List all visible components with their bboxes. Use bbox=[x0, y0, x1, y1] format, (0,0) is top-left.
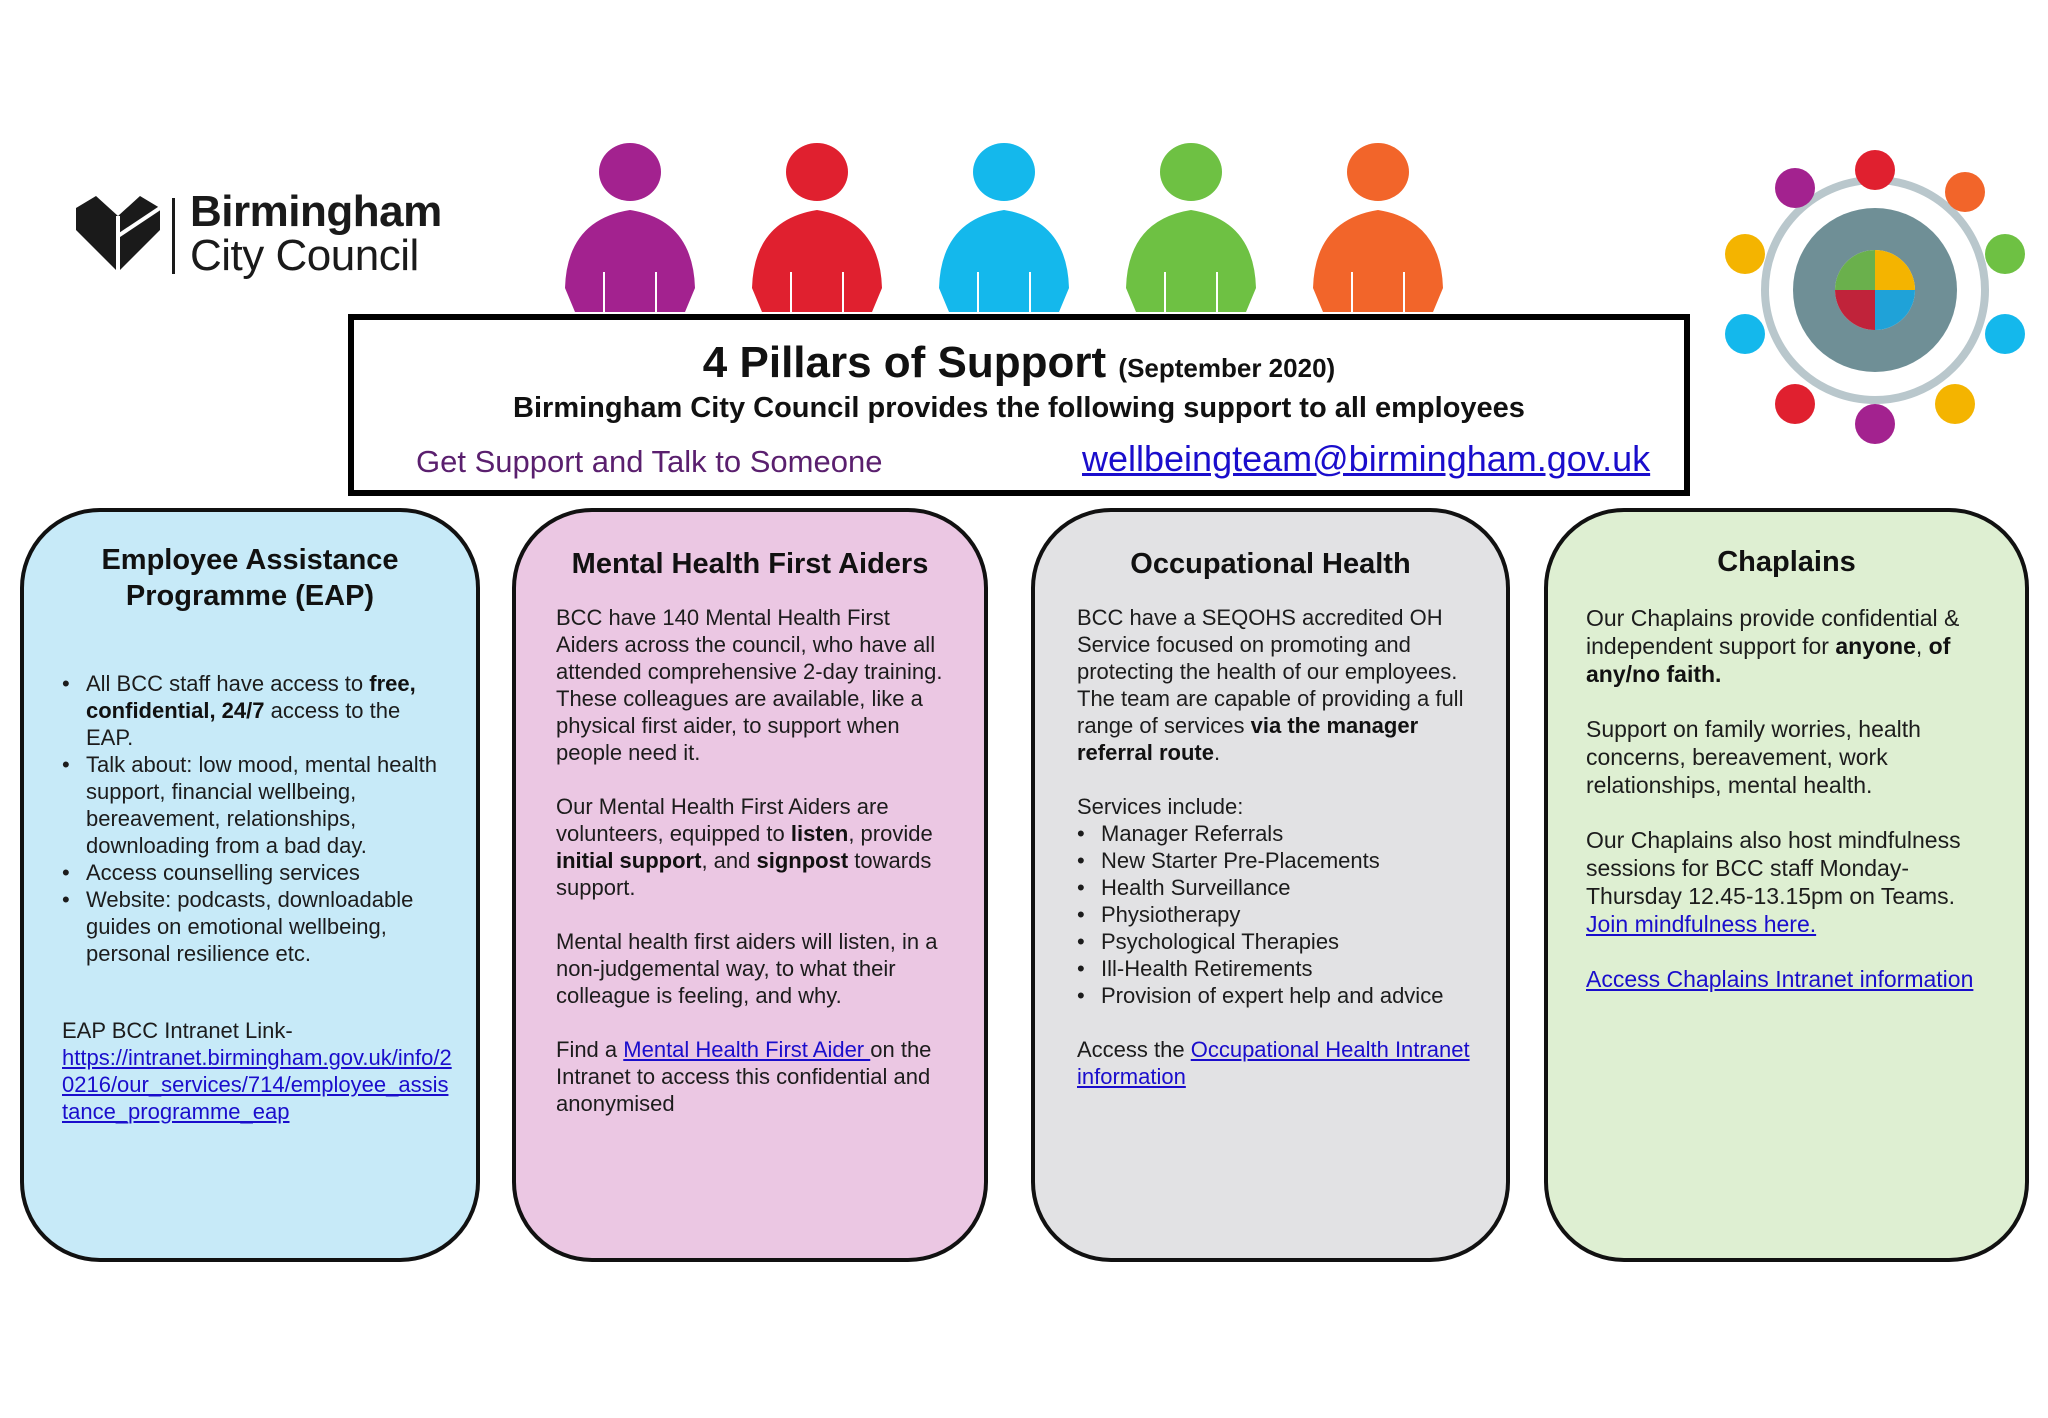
list-item: • Physiotherapy bbox=[1077, 901, 1477, 928]
eap-title-line-1: Employee Assistance bbox=[101, 544, 399, 576]
list-item: • Psychological Therapies bbox=[1077, 928, 1477, 955]
mhfa-paragraph-2: Our Mental Health First Aiders are volunteers, equipped to listen, provide initial support, and signpost towards support. bbox=[556, 794, 933, 900]
join-mindfulness-link[interactable]: Join mindfulness here. bbox=[1586, 911, 1817, 937]
page-title: 4 Pillars of Support bbox=[702, 338, 1107, 387]
oh-paragraph-1: BCC have a SEQOHS accredited OH Service focused on promoting and protecting the health of our employees. The team are capable of providing a full range of services via the manager referral route. bbox=[1077, 605, 1464, 765]
eap-link-label: EAP BCC Intranet Link- bbox=[62, 1018, 293, 1043]
person-icon-purple bbox=[565, 143, 695, 312]
eap-title-line-2: Programme (EAP) bbox=[125, 580, 375, 612]
logo-line-2: City Council bbox=[190, 231, 419, 280]
pillar-chaplains bbox=[1544, 508, 2029, 1262]
oh-access-text: Access the Occupational Health Intranet information bbox=[1077, 1037, 1470, 1089]
heart-logo-icon bbox=[72, 196, 164, 276]
eap-body bbox=[62, 670, 452, 967]
list-item: • Provision of expert help and advice bbox=[1077, 982, 1477, 1009]
person-icon-red bbox=[752, 143, 882, 312]
list-item: • Health Surveillance bbox=[1077, 874, 1477, 901]
chaplains-title: Chaplains bbox=[1717, 546, 1856, 578]
chaplains-paragraph-2: Support on family worries, health concerns, bereavement, work relationships, mental health. bbox=[1586, 716, 1921, 798]
page-subtitle: Birmingham City Council provides the following support to all employees bbox=[513, 392, 1525, 424]
wellbeing-gear-wheel bbox=[1715, 142, 2035, 462]
chaplains-paragraph-1: Our Chaplains provide confidential & independent support for anyone, of any/no faith. bbox=[1586, 605, 1960, 687]
eap-intranet-link[interactable]: https://intranet.birmingham.gov.uk/info/20216/our_services/714/employee_assistance_programme_eap bbox=[62, 1045, 452, 1124]
people-illustration bbox=[545, 140, 1465, 320]
oh-title: Occupational Health bbox=[1130, 548, 1411, 580]
pillar-occupational-health bbox=[1031, 508, 1510, 1262]
person-icon-green bbox=[1126, 143, 1256, 312]
pillar-eap bbox=[20, 508, 480, 1262]
list-item: • New Starter Pre-Placements bbox=[1077, 847, 1477, 874]
mhfa-title: Mental Health First Aiders bbox=[571, 548, 929, 580]
list-item: • Access counselling services bbox=[62, 859, 452, 886]
oh-intranet-link[interactable]: Occupational Health Intranet information bbox=[1077, 1037, 1470, 1089]
list-item: • Website: podcasts, downloadable guides on emotional wellbeing, personal resilience etc. bbox=[62, 886, 452, 967]
bcc-logo bbox=[72, 187, 442, 280]
pillar-mental-health-first-aiders bbox=[512, 508, 988, 1262]
mhfa-body bbox=[556, 604, 956, 1117]
chaplains-body bbox=[1586, 604, 1998, 993]
page-date: (September 2020) bbox=[1118, 353, 1336, 383]
list-item: • Ill-Health Retirements bbox=[1077, 955, 1477, 982]
list-item: • Manager Referrals bbox=[1077, 820, 1477, 847]
person-icon-orange bbox=[1313, 143, 1443, 312]
chaplains-paragraph-3: Our Chaplains also host mindfulness sessions for BCC staff Monday-Thursday 12.45-13.15pm on Teams. bbox=[1586, 827, 1961, 909]
header-box bbox=[348, 314, 1690, 496]
chaplains-intranet-link[interactable]: Access Chaplains Intranet information bbox=[1586, 966, 1974, 992]
person-icon-blue bbox=[939, 143, 1069, 312]
oh-services-label: Services include: bbox=[1077, 794, 1244, 819]
talk-to-someone-text: Get Support and Talk to Someone bbox=[416, 444, 883, 479]
list-item: • All BCC staff have access to free, confidential, 24/7 access to the EAP. bbox=[62, 670, 452, 751]
oh-body bbox=[1077, 604, 1477, 1090]
logo-line-1: Birmingham bbox=[190, 187, 442, 236]
mhfa-paragraph-1: BCC have 140 Mental Health First Aiders across the council, who have all attended comprehensive 2-day training. These colleagues are available, like a physical first aider, to support when people need it. bbox=[556, 605, 943, 765]
list-item: • Talk about: low mood, mental health support, financial wellbeing, bereavement, relationships, downloading from a bad day. bbox=[62, 751, 452, 859]
mhfa-paragraph-3: Mental health first aiders will listen, in a non-judgemental way, to what their colleague is feeling, and why. bbox=[556, 929, 938, 1008]
mhfa-intranet-link[interactable]: Mental Health First Aider bbox=[623, 1037, 871, 1062]
wellbeing-email-link[interactable]: wellbeingteam@birmingham.gov.uk bbox=[1082, 438, 1651, 479]
mhfa-paragraph-4: Find a Mental Health First Aider on the Intranet to access this confidential and anonymised bbox=[556, 1037, 932, 1116]
